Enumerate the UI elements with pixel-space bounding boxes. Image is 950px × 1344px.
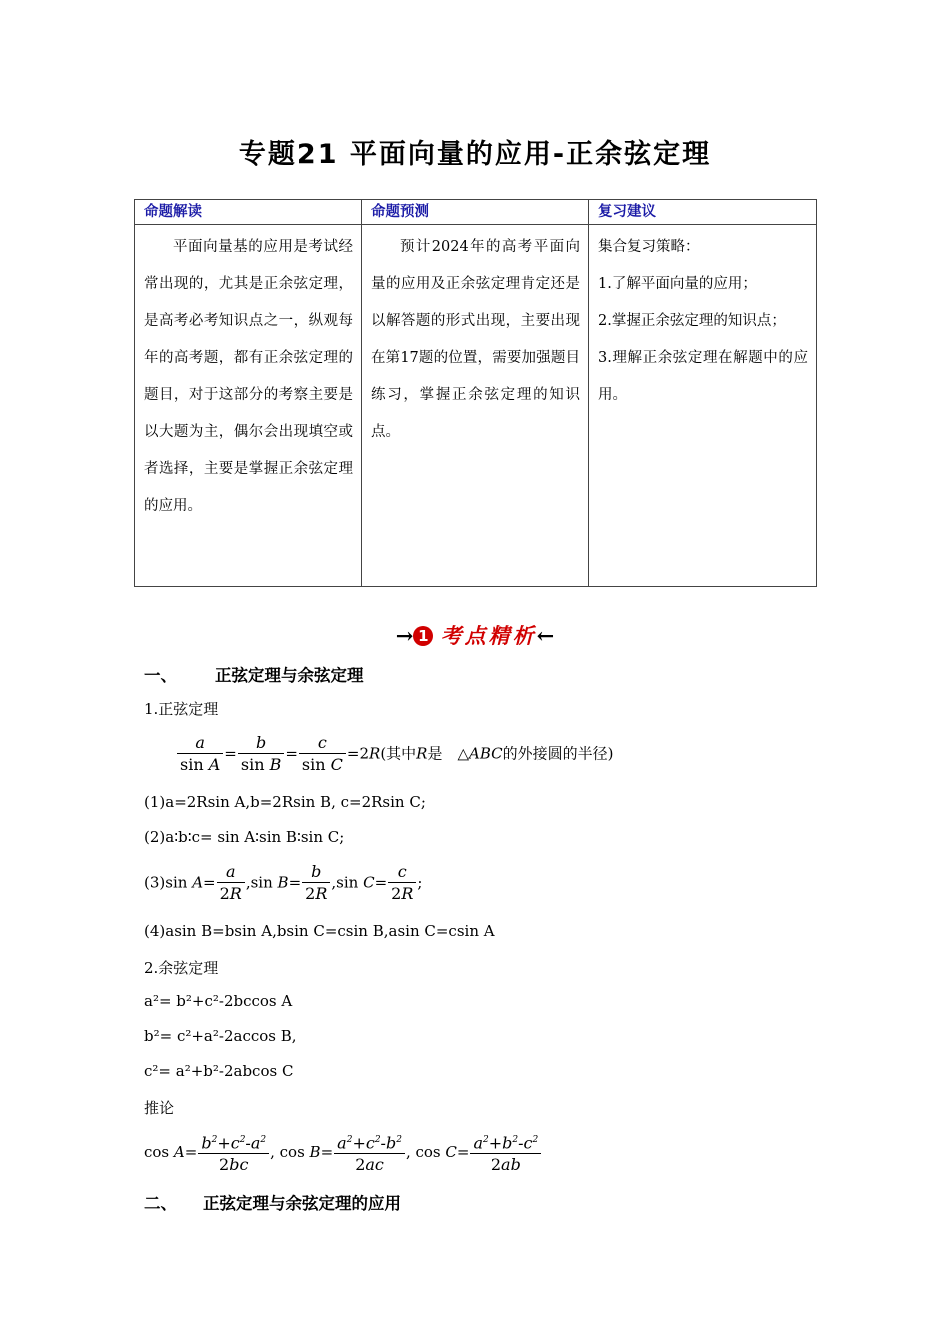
interpretation-text: 平面向量基的应用是考试经常出现的，尤其是正余弦定理，是高考必考知识点之一，纵观每年的高考题，都有正余弦定理的题目，对于这部分的考察主要是以大题为主，偶尔会出现填空或者选择，主要是掌握正余弦定理的应用。 (135, 225, 362, 587)
advice-line: 集合复习策略： (598, 239, 700, 255)
header-prediction: 命题预测 (362, 200, 589, 225)
number-badge: 1 (413, 626, 433, 646)
page-title: 专题21 平面向量的应用-正余弦定理 (238, 139, 712, 170)
left-arrow-icon: → (395, 623, 414, 648)
advice-line: 3.理解正余弦定理在解题中的应用。 (598, 350, 808, 403)
sine-law-formula: $\frac{a}{\text{sin A}}$ = $\frac{b}{\text{sin B}}$ = $\frac{c}{\text{sin C}}$ =2R(其中R是 △ABC的外接圆的半径) (176, 733, 614, 776)
cosine-formula-c: c²= a²+b²-2abcos C (144, 1062, 294, 1080)
corollary-label: 推论 (144, 1099, 175, 1117)
right-arrow-icon: ← (536, 623, 555, 648)
cosine-formula-a: a²= b²+c²-2bccos A (144, 992, 293, 1010)
advice-cell (589, 225, 817, 587)
section-heading-1: 一、 正弦定理与余弦定理 (144, 666, 364, 685)
advice-line: 2.掌握正余弦定理的知识点； (598, 313, 786, 329)
header-advice: 复习建议 (589, 200, 817, 225)
cosine-corollary: cos A= $\frac{b^2+c^2-a^2}{2bc}$ , cos B= $\frac{a^2+c^2-b^2}{2ac}$ , cos C= $\frac{a^2+b^2-c^2}{2ab}$ (144, 1130, 542, 1176)
sine-item-3: (3)sin A= $\frac{a}{2R}$ ,sin B= $\frac{b}{2R}$ ,sin C= $\frac{c}{2R}$ ; (144, 862, 423, 903)
prediction-text: 预计2024年的高考平面向量的应用及正余弦定理肯定还是以解答题的形式出现，主要出现在第17题的位置，需要加强题目练习，掌握正余弦定理的知识点。 (362, 225, 589, 587)
cosine-law-title: 2.余弦定理 (144, 959, 219, 977)
intro-table (134, 199, 817, 587)
cosine-formula-b: b²= c²+a²-2accos B, (144, 1027, 297, 1045)
section-heading-2: 二、 正弦定理与余弦定理的应用 (144, 1194, 401, 1213)
sine-item-4: (4)asin B=bsin A,bsin C=csin B,asin C=csin A (144, 922, 495, 940)
sine-law-title: 1.正弦定理 (144, 700, 219, 718)
section-banner (0, 620, 950, 650)
sine-item-2: (2)a∶b∶c= sin A∶sin B∶sin C; (144, 828, 345, 846)
sine-item-1: (1)a=2Rsin A,b=2Rsin B, c=2Rsin C; (144, 793, 426, 811)
banner-text: 考点精析 (440, 624, 537, 648)
header-interpretation: 命题解读 (135, 200, 362, 225)
advice-line: 1.了解平面向量的应用； (598, 276, 757, 292)
